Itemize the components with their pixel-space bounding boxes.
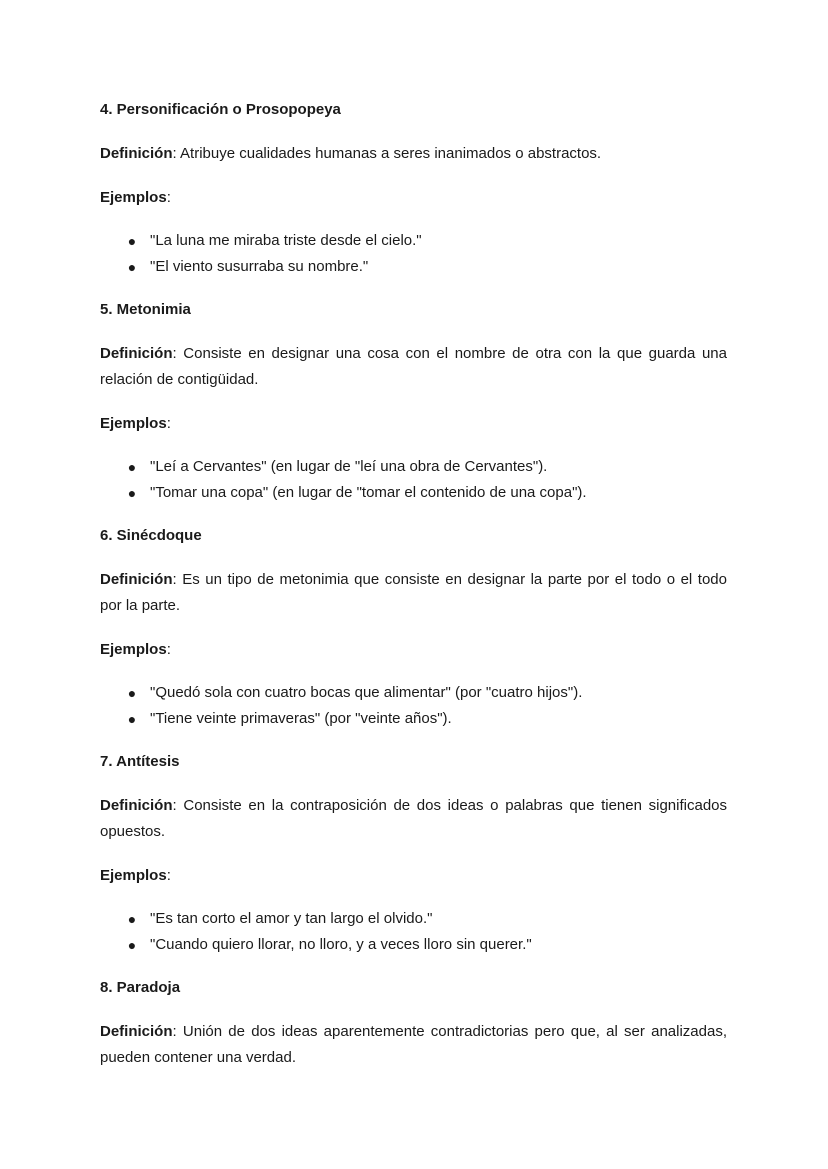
bullet-icon: ●	[127, 911, 137, 927]
definition: Definición: Atribuye cualidades humanas a seres inanimados o abstractos.	[100, 145, 602, 162]
definition-label: Definición	[100, 345, 173, 362]
definition-text: Atribuye cualidades humanas a seres inanimados o abstractos.	[180, 145, 602, 162]
list-item: ● "Leí a Cervantes" (en lugar de "leí una obra de Cervantes").	[100, 454, 727, 480]
list-item: ● "Tiene veinte primaveras" (por "veinte años").	[100, 706, 727, 732]
bullet-icon: ●	[127, 259, 137, 275]
definition-text: Consiste en designar una cosa con el nombre de otra con la que guarda una relación de contigüidad.	[100, 345, 727, 388]
definition: Definición: Consiste en designar una cosa con el nombre de otra con la que guarda una relación de contigüidad.	[100, 345, 727, 388]
examples-list	[100, 680, 727, 732]
examples-list	[100, 228, 727, 280]
section-title: 4. Personificación o Prosopopeya	[100, 101, 341, 118]
document-content	[100, 97, 727, 1089]
definition-text: Consiste en la contraposición de dos ideas o palabras que tienen significados opuestos.	[100, 797, 727, 840]
list-item: ● "Quedó sola con cuatro bocas que alimentar" (por "cuatro hijos").	[100, 680, 727, 706]
definition-label: Definición	[100, 145, 173, 162]
bullet-icon: ●	[127, 233, 137, 249]
list-item: ● "Tomar una copa" (en lugar de "tomar el contenido de una copa").	[100, 480, 727, 506]
bullet-icon: ●	[127, 937, 137, 953]
bullet-icon: ●	[127, 459, 137, 475]
examples-label: Ejemplos:	[100, 641, 171, 658]
examples-list	[100, 906, 727, 958]
section-title: 6. Sinécdoque	[100, 527, 202, 544]
examples-label: Ejemplos:	[100, 189, 171, 206]
bullet-icon: ●	[127, 485, 137, 501]
section-title: 7. Antítesis	[100, 753, 180, 770]
definition-text: Es un tipo de metonimia que consiste en designar la parte por el todo o el todo por la parte.	[100, 571, 727, 614]
section-title: 8. Paradoja	[100, 979, 181, 996]
section-title: 5. Metonimia	[100, 301, 191, 318]
bullet-icon: ●	[127, 685, 137, 701]
definition-text: Unión de dos ideas aparentemente contradictorias pero que, al ser analizadas, pueden contener una verdad.	[100, 1023, 727, 1066]
examples-list	[100, 454, 727, 506]
list-item: ● "Es tan corto el amor y tan largo el olvido."	[100, 906, 727, 932]
list-item: ● "El viento susurraba su nombre."	[100, 254, 727, 280]
definition-label: Definición	[100, 797, 173, 814]
definition: Definición: Es un tipo de metonimia que consiste en designar la parte por el todo o el todo por la parte.	[100, 571, 727, 614]
examples-label: Ejemplos:	[100, 415, 171, 432]
examples-label: Ejemplos:	[100, 867, 171, 884]
definition-label: Definición	[100, 1023, 173, 1040]
definition: Definición: Consiste en la contraposición de dos ideas o palabras que tienen significados opuestos.	[100, 797, 727, 840]
bullet-icon: ●	[127, 711, 137, 727]
list-item: ● "Cuando quiero llorar, no lloro, y a veces lloro sin querer."	[100, 932, 727, 958]
definition-label: Definición	[100, 571, 173, 588]
definition: Definición: Unión de dos ideas aparentemente contradictorias pero que, al ser analizadas, pueden contener una verdad.	[100, 1023, 727, 1066]
list-item: ● "La luna me miraba triste desde el cielo."	[100, 228, 727, 254]
